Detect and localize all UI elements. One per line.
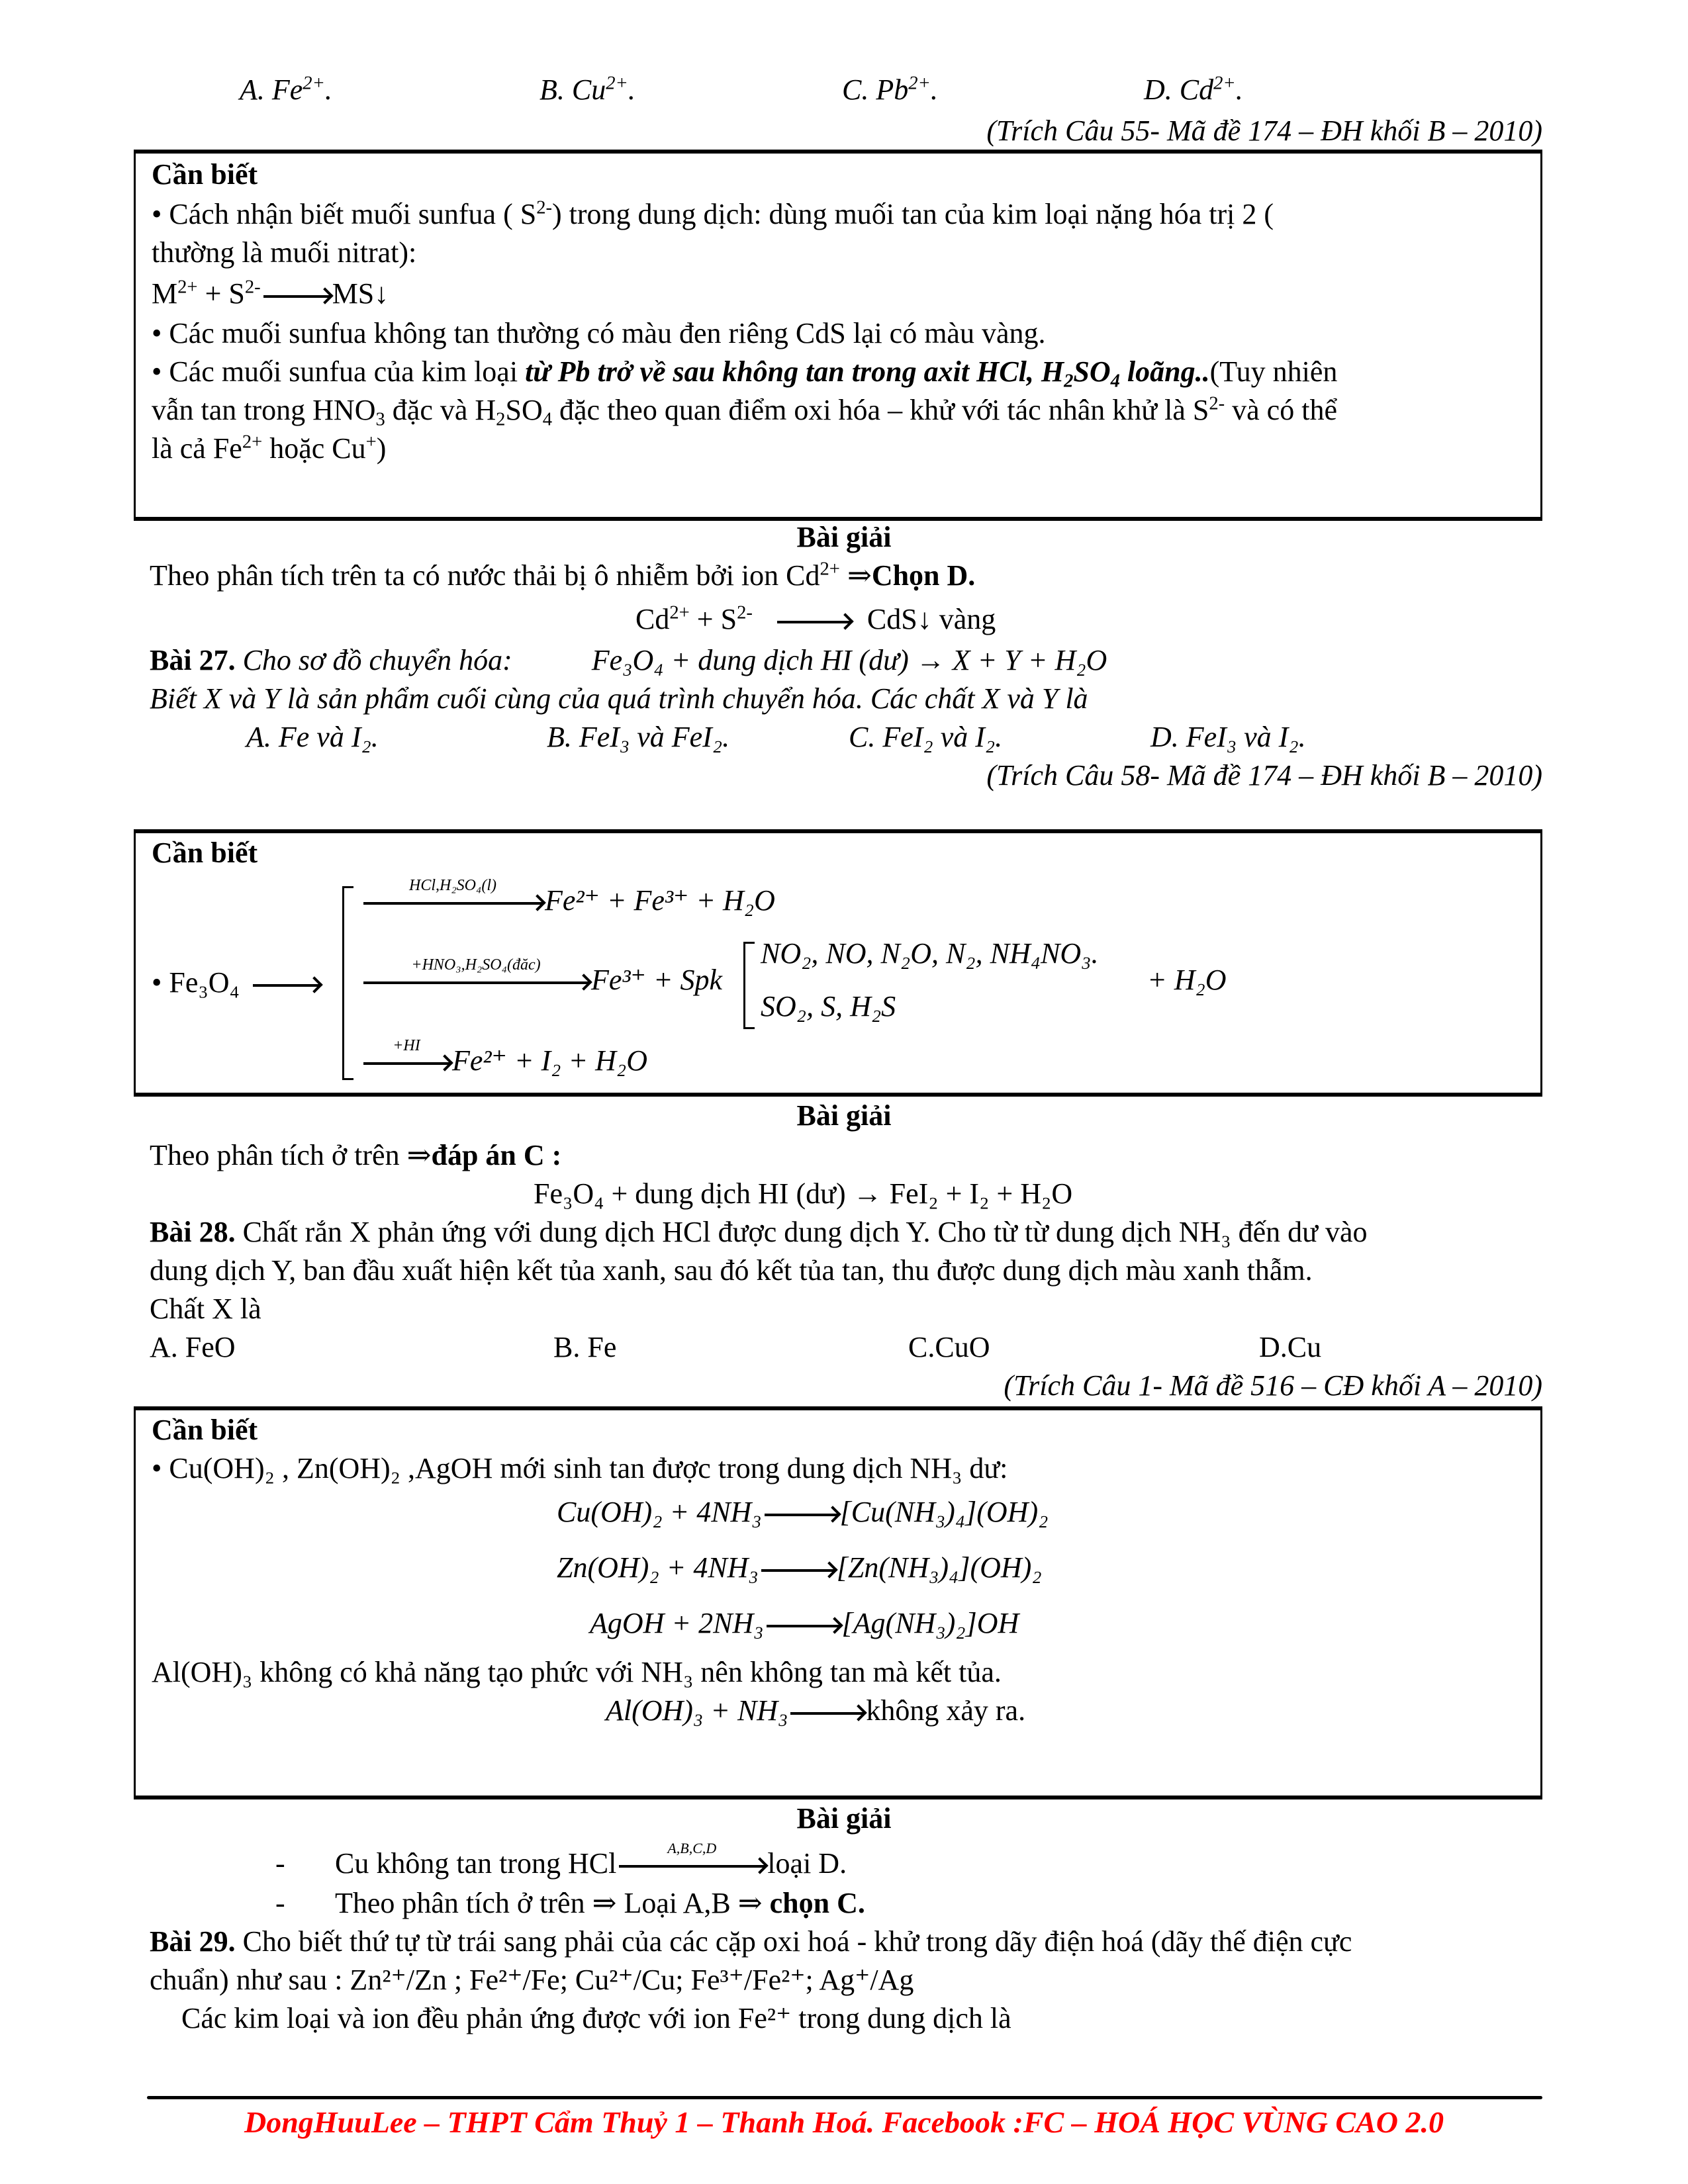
arrow-icon: +HNO₃,H₂SO₄(đăc) — [363, 981, 588, 984]
sol26-text: Theo phân tích trên ta có nước thải bị ô nhiễm bởi ion $Cd^{2+}$ ⇒Chọn D. — [150, 559, 976, 592]
q27-source: (Trích Câu 58- Mã đề 174 – ĐH khối B – 2010) — [986, 759, 1542, 792]
box-title: Cần biết — [152, 837, 258, 869]
arrow-icon — [777, 621, 850, 623]
box1-bullet-1: • Cách nhận biết muối sunfua ( $S^{2-}$) trong dung dịch: dùng muối tan của kim loại nặng hóa trị 2 ( — [152, 197, 1274, 230]
q26-option-a: A. $Fe^{2+}$. — [240, 73, 332, 106]
sol27-equation: Fe₃O₄ + dung dịch HI (dư) → FeI₂ + I₂ + H₂O — [534, 1177, 1073, 1210]
sol28-item-2: - Theo phân tích ở trên ⇒ Loại A,B ⇒ chọn C. — [275, 1887, 865, 1919]
arrow-icon — [767, 1625, 839, 1627]
complex-eq-1: Cu(OH)₂ + 4NH₃ [Cu(NH₃)₄](OH)₂ — [557, 1496, 1049, 1528]
arrow-icon — [263, 295, 330, 298]
branch-2: +HNO₃,H₂SO₄(đăc) Fe³⁺ + Spk — [361, 963, 722, 997]
sol28-item-1: - Cu không tan trong HCl A,B,C,D loại D. — [275, 1839, 847, 1880]
box1-bullet-3-end: là cả $Fe^{2+}$ hoặc Cu+) — [152, 432, 387, 465]
branch-3: +HI Fe²⁺ + I₂ + H₂O — [361, 1044, 647, 1077]
q29-stem-3: Các kim loại và ion đều phản ứng được với ion Fe²⁺ trong dung dịch là — [181, 2002, 1011, 2034]
box1-equation: $M^{2+} + S^{2-}$ MS↓ — [152, 277, 389, 310]
spk-line-1: NO₂, NO, N₂O, N₂, NH₄NO₃. — [761, 937, 1099, 970]
sol27-text: Theo phân tích ở trên ⇒đáp án C : — [150, 1139, 562, 1171]
q29-stem-2: chuẩn) như sau : Zn²⁺/Zn ; Fe²⁺/Fe; Cu²⁺/Cu; Fe³⁺/Fe²⁺; Ag⁺/Ag — [150, 1964, 914, 1996]
q27-line2: Biết X và Y là sản phẩm cuối cùng của quá trình chuyển hóa. Các chất X và Y là — [150, 682, 1088, 715]
box2-reactant: • Fe₃O₄ — [152, 966, 322, 999]
solution-title: Bài giải — [796, 1099, 892, 1132]
box-title: Cần biết — [152, 1414, 258, 1446]
q26-option-c: C. $Pb^{2+}$. — [842, 73, 938, 106]
box1-bullet-1-cont: thường là muối nitrat): — [152, 236, 417, 269]
arrow-icon — [253, 984, 319, 987]
box-title: Cần biết — [152, 158, 258, 191]
q26-option-b: B. $Cu^{2+}$. — [539, 73, 635, 106]
al-equation: Al(OH)₃ + NH₃ không xảy ra. — [606, 1694, 1026, 1727]
solution-title: Bài giải — [796, 521, 892, 553]
arrow-icon: A,B,C,D — [619, 1865, 765, 1868]
spk-line-2: SO₂, S, H₂S — [761, 990, 896, 1023]
arrow-icon: HCl,H₂SO₄(l) — [363, 902, 542, 905]
footer-divider — [147, 2096, 1542, 2099]
sol26-equation: $Cd^{2+} + S^{2-}$ CdS↓ vàng — [635, 602, 996, 635]
box3-note: Al(OH)₃ không có khả năng tạo phức với NH₃ nên không tan mà kết tủa. — [152, 1656, 1002, 1688]
left-bracket — [342, 886, 353, 1080]
knowledge-box-1 — [134, 150, 1542, 521]
knowledge-box-2 — [134, 829, 1542, 1097]
box3-bullet: • Cu(OH)₂ , Zn(OH)₂ ,AgOH mới sinh tan được trong dung dịch NH₃ dư: — [152, 1452, 1008, 1484]
arrow-icon — [765, 1514, 837, 1516]
q28-stem-1: Bài 28. Chất rắn X phản ứng với dung dịch HCl được dung dịch Y. Cho từ từ dung dịch NH₃ đến dư vào — [150, 1216, 1368, 1248]
complex-eq-3: AgOH + 2NH₃ [Ag(NH₃)₂]OH — [590, 1607, 1019, 1639]
spk-tail: + H₂O — [1147, 964, 1227, 996]
q27-option-b: B. FeI₃ và FeI₂. — [547, 721, 730, 753]
box1-bullet-2: • Các muối sunfua không tan thường có màu đen riêng CdS lại có màu vàng. — [152, 317, 1046, 349]
branch-1: HCl,H₂SO₄(l) Fe²⁺ + Fe³⁺ + H₂O — [361, 884, 775, 917]
arrow-icon — [790, 1712, 863, 1715]
q27-option-c: C. FeI₂ và I₂. — [849, 721, 1003, 753]
arrow-icon — [761, 1569, 834, 1572]
solution-title: Bài giải — [796, 1802, 892, 1835]
complex-eq-2: Zn(OH)₂ + 4NH₃ [Zn(NH₃)₄](OH)₂ — [557, 1551, 1042, 1584]
q28-stem-2: dung dịch Y, ban đầu xuất hiện kết tủa xanh, sau đó kết tủa tan, thu được dung dịch màu xanh thẫm. — [150, 1254, 1313, 1287]
box1-bullet-3-cont: vẫn tan trong $HNO_3$ đặc và $H_2SO_4$ đặc theo quan điểm oxi hóa – khử với tác nhân khử là $S^{2-}$ và có thể — [152, 393, 1337, 430]
spk-bracket — [743, 942, 755, 1029]
knowledge-box-3 — [134, 1406, 1542, 1799]
q27-option-a: A. Fe và I₂. — [246, 721, 379, 753]
q28-option-b: B. Fe — [553, 1331, 617, 1363]
q28-stem-3: Chất X là — [150, 1293, 261, 1325]
q27-option-d: D. FeI₃ và I₂. — [1150, 721, 1306, 753]
q28-option-c: C.CuO — [908, 1331, 990, 1363]
q29-stem-1: Bài 29. Cho biết thứ tự từ trái sang phải của các cặp oxi hoá - khử trong dãy điện hoá (dãy thế điện cực — [150, 1925, 1352, 1958]
q26-option-d: D. $Cd^{2+}$. — [1144, 73, 1243, 106]
box1-bullet-3: • Các muối sunfua của kim loại từ Pb trở về sau không tan trong axit HCl, $H_2SO_4$ loãng..(Tuy nhiên — [152, 355, 1338, 392]
q27-stem: Bài 27. Cho sơ đồ chuyển hóa: Fe₃O₄ + dung dịch HI (dư) → X + Y + H₂O — [150, 644, 1107, 676]
q28-option-d: D.Cu — [1259, 1331, 1322, 1363]
q28-option-a: A. FeO — [150, 1331, 236, 1363]
arrow-icon: +HI — [363, 1062, 449, 1065]
footer-credit: DongHuuLee – THPT Cẩm Thuỷ 1 – Thanh Hoá. Facebook :FC – HOÁ HỌC VÙNG CAO 2.0 — [244, 2105, 1444, 2139]
q28-source: (Trích Câu 1- Mã đề 516 – CĐ khối A – 2010) — [1004, 1369, 1542, 1402]
q26-source: (Trích Câu 55- Mã đề 174 – ĐH khối B – 2010) — [986, 114, 1542, 147]
